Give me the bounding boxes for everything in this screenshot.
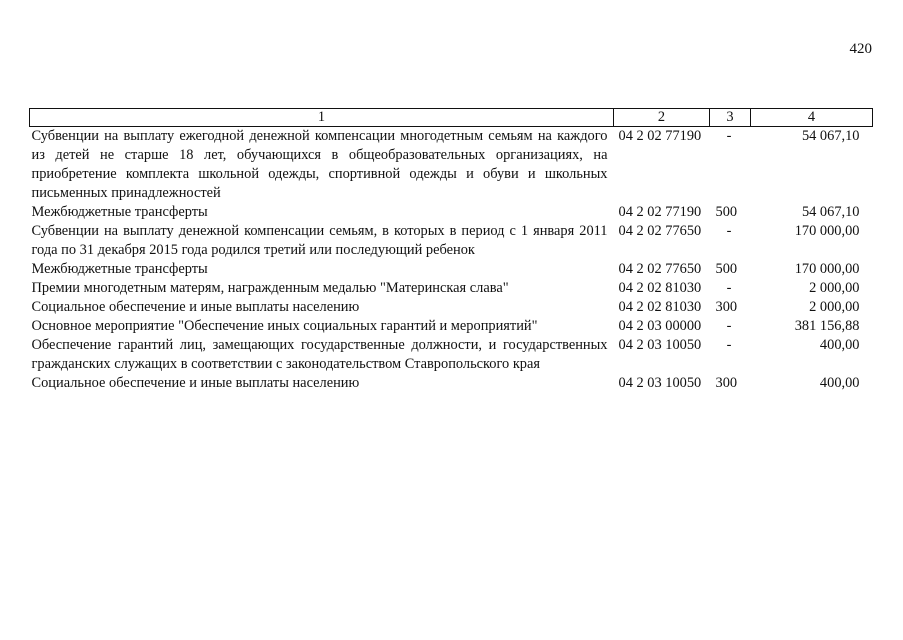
- row-name: Межбюджетные трансферты: [31, 261, 208, 277]
- table-row: [30, 127, 873, 204]
- table-row: [30, 203, 873, 222]
- row-amount: 170 000,00: [794, 223, 860, 239]
- row-amount: 170 000,00: [794, 261, 860, 277]
- column-header-amount: 4: [751, 109, 873, 127]
- row-type: 300: [715, 299, 738, 315]
- row-name: Основное мероприятие "Обеспечение иных социальных гарантий и мероприятий": [31, 318, 538, 334]
- row-code: 04 2 03 00000: [618, 318, 702, 334]
- row-code: 04 2 02 77650: [618, 261, 702, 277]
- row-name: Социальное обеспечение и иные выплаты населению: [31, 375, 360, 391]
- row-name: Обеспечение гарантий лиц, замещающих государственные должности, и государственных гражданских служащих в соответствии с законодательством Ставропольского края: [31, 337, 608, 372]
- row-amount: 400,00: [819, 337, 860, 353]
- row-amount: 54 067,10: [801, 128, 860, 144]
- row-name: Премии многодетным матерям, награжденным медалью "Материнская слава": [31, 280, 509, 296]
- row-amount: 54 067,10: [801, 204, 860, 220]
- row-code: 04 2 02 77190: [618, 128, 702, 144]
- budget-table: [29, 108, 873, 393]
- row-amount: 400,00: [819, 375, 860, 391]
- table-row: [30, 279, 873, 298]
- row-type: -: [726, 280, 732, 296]
- row-type: -: [726, 223, 732, 239]
- row-code: 04 2 02 81030: [618, 299, 702, 315]
- row-type: 300: [715, 375, 738, 391]
- row-type: -: [726, 128, 732, 144]
- column-header-type: 3: [710, 109, 751, 127]
- row-type: 500: [715, 204, 738, 220]
- page-number: 420: [849, 41, 872, 57]
- table-row: [30, 222, 873, 260]
- column-header-name: 1: [30, 109, 614, 127]
- row-code: 04 2 02 77650: [618, 223, 702, 239]
- table-row: [30, 374, 873, 393]
- row-amount: 381 156,88: [794, 318, 860, 334]
- row-type: -: [726, 337, 732, 353]
- row-code: 04 2 02 77190: [618, 204, 702, 220]
- row-name: Субвенции на выплату ежегодной денежной компенсации многодетным семьям на каждого из детей не старше 18 лет, обучающихся в общеобразовательных организациях, на приобретение комплекта школьной одежды, спортивной одежды и обуви и школьных письменных принадлежностей: [31, 128, 608, 201]
- row-amount: 2 000,00: [809, 299, 860, 315]
- column-header-code: 2: [614, 109, 710, 127]
- row-code: 04 2 03 10050: [618, 337, 702, 353]
- row-type: -: [726, 318, 732, 334]
- row-name: Социальное обеспечение и иные выплаты населению: [31, 299, 360, 315]
- table-row: [30, 317, 873, 336]
- table-header-row: [30, 109, 873, 127]
- row-code: 04 2 02 81030: [618, 280, 702, 296]
- table-row: [30, 298, 873, 317]
- row-code: 04 2 03 10050: [618, 375, 702, 391]
- row-amount: 2 000,00: [809, 280, 860, 296]
- table-row: [30, 260, 873, 279]
- table-row: [30, 336, 873, 374]
- row-type: 500: [715, 261, 738, 277]
- row-name: Субвенции на выплату денежной компенсации семьям, в которых в период с 1 января 2011 года по 31 декабря 2015 года родился третий или последующий ребенок: [31, 223, 608, 258]
- row-name: Межбюджетные трансферты: [31, 204, 208, 220]
